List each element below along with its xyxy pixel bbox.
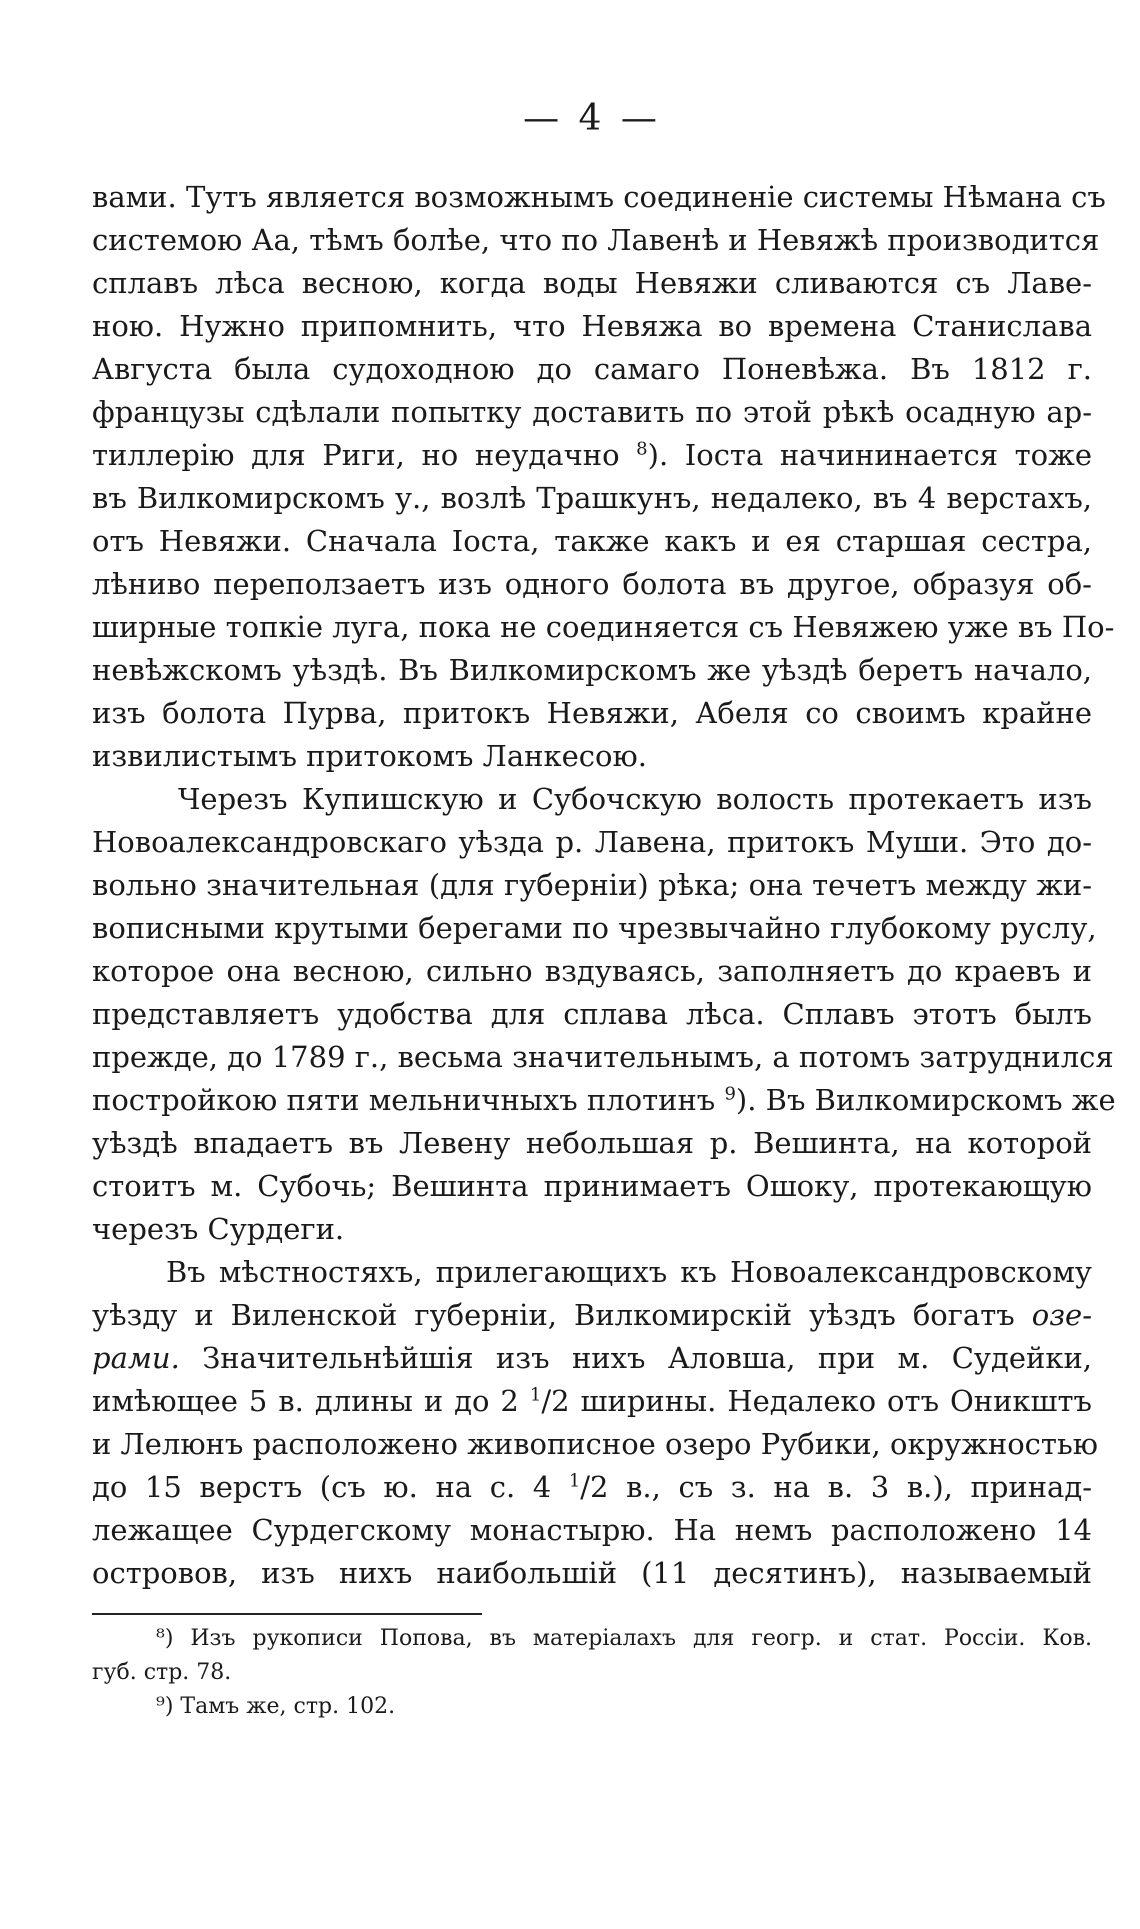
page-number: — 4 —	[523, 98, 661, 139]
text-line: уѣздѣ впадаетъ въ Левену небольшая р. Вешинта, на которой	[92, 1126, 1092, 1160]
footnote-text: Изъ рукописи Попова, въ матеріалахъ для геогр. и стат. Россіи. Ков.	[190, 1626, 1092, 1651]
footnote-8-continued: губ. стр. 78.	[92, 1660, 232, 1685]
text-line: прежде, до 1789 г., весьма значительнымъ, а потомъ затруднился	[92, 1040, 1114, 1074]
text-line: вольно значительная (для губерніи) рѣка; она течетъ между жи-	[92, 868, 1092, 902]
text-line: островов, изъ нихъ наибольшій (11 десятинъ), называемый	[92, 1556, 1092, 1590]
text-line: которое она весною, сильно вздуваясь, заполняетъ до краевъ и	[92, 954, 1092, 988]
text-line: ною. Нужно припомнить, что Невяжа во времена Станислава	[92, 309, 1092, 343]
text-line: стоитъ м. Субочь; Вешинта принимаетъ Ошоку, протекающую	[92, 1169, 1092, 1203]
text-line: и Лелюнъ расположено живописное озеро Рубики, окружностью	[92, 1427, 1098, 1461]
text-line: Черезъ Купишскую и Субочскую волость протекаетъ изъ	[178, 782, 1092, 816]
text-line: лѣниво переползаетъ изъ одного болота въ другое, образуя об-	[92, 567, 1092, 601]
text-line: невѣжскомъ уѣздѣ. Въ Вилкомирскомъ же уѣздѣ беретъ начало,	[92, 653, 1092, 687]
text-line: черезъ Сурдеги.	[92, 1212, 345, 1246]
footnote-marker: ⁸)	[156, 1626, 174, 1651]
footnote-text: Тамъ же, стр. 102.	[180, 1694, 396, 1719]
text-segment: ). Іоста начининается тоже	[647, 438, 1092, 472]
text-line: французы сдѣлали попытку доставить по этой рѣкѣ осадную ар-	[92, 395, 1092, 429]
text-line: ширные топкіе луга, пока не соединяется съ Невяжею уже въ По-	[92, 610, 1115, 644]
text-line	[92, 1466, 1092, 1509]
text-line: вами. Тутъ является возможнымъ соединеніе системы Нѣмана съ	[92, 180, 1106, 214]
superscript: 1	[568, 1470, 581, 1492]
text-line	[92, 1380, 1092, 1423]
footnote-ref-8: 8	[636, 438, 648, 460]
text-line	[92, 1337, 1092, 1380]
text-line: въ Вилкомирскомъ у., возлѣ Трашкунъ, недалеко, въ 4 верстахъ,	[92, 481, 1092, 515]
body-text	[92, 176, 1116, 1595]
footnote-8	[92, 1622, 1092, 1656]
text-segment: ). Въ Вилкомирскомъ же	[735, 1083, 1116, 1117]
text-line	[92, 1079, 1116, 1122]
text-segment: /2 в., съ з. на в. 3 в.), принад-	[580, 1470, 1092, 1504]
text-line: системою Аа, тѣмъ болѣе, что по Лавенѣ и Невяжѣ производится	[92, 223, 1100, 257]
text-line: вописными крутыми берегами по чрезвычайно глубокому руслу,	[92, 911, 1097, 945]
footnote-divider	[92, 1613, 482, 1615]
text-line: сплавъ лѣса весною, когда воды Невяжи сливаются съ Лаве-	[92, 266, 1092, 300]
book-page	[92, 0, 1116, 1929]
text-segment: /2 ширины. Недалеко отъ Оникштъ	[541, 1384, 1093, 1418]
footnotes	[92, 1622, 1092, 1724]
text-segment: тиллерію для Риги, но неудачно	[92, 438, 620, 472]
text-segment: постройкою пяти мельничныхъ плотинъ	[92, 1083, 716, 1117]
footnote-ref-9: 9	[724, 1083, 736, 1105]
italic-word: озе-	[1031, 1298, 1092, 1332]
text-line: извилистымъ притокомъ Ланкесою.	[92, 739, 647, 773]
italic-word: рами.	[92, 1341, 180, 1375]
footnote-9	[92, 1690, 1092, 1724]
text-line: Августа была судоходною до самаго Поневѣжа. Въ 1812 г.	[92, 352, 1092, 386]
text-line: Въ мѣстностяхъ, прилегающихъ къ Новоалександровскому	[166, 1255, 1092, 1289]
text-line: изъ болота Пурва, притокъ Невяжи, Абеля со своимъ крайне	[92, 696, 1092, 730]
text-segment: имѣющее 5 в. длины и до 2	[92, 1384, 519, 1418]
footnote-marker: ⁹)	[156, 1694, 174, 1719]
superscript: 1	[529, 1384, 542, 1406]
text-line: представляетъ удобства для сплава лѣса. Сплавъ этотъ былъ	[92, 997, 1092, 1031]
text-segment: до 15 верстъ (съ ю. на с. 4	[92, 1470, 552, 1504]
text-line	[92, 1294, 1092, 1337]
text-segment: Значительнѣйшія изъ нихъ Аловша, при м. Судейки,	[202, 1341, 1092, 1375]
text-line: лежащее Сурдегскому монастырю. На немъ расположено 14	[92, 1513, 1092, 1547]
text-segment: уѣзду и Виленской губерніи, Вилкомирскій уѣздъ богатъ	[92, 1298, 1015, 1332]
text-line	[92, 434, 1092, 477]
text-line: отъ Невяжи. Сначала Іоста, также какъ и ея старшая сестра,	[92, 524, 1092, 558]
text-line: Новоалександровскаго уѣзда р. Лавена, притокъ Муши. Это до-	[92, 825, 1092, 859]
